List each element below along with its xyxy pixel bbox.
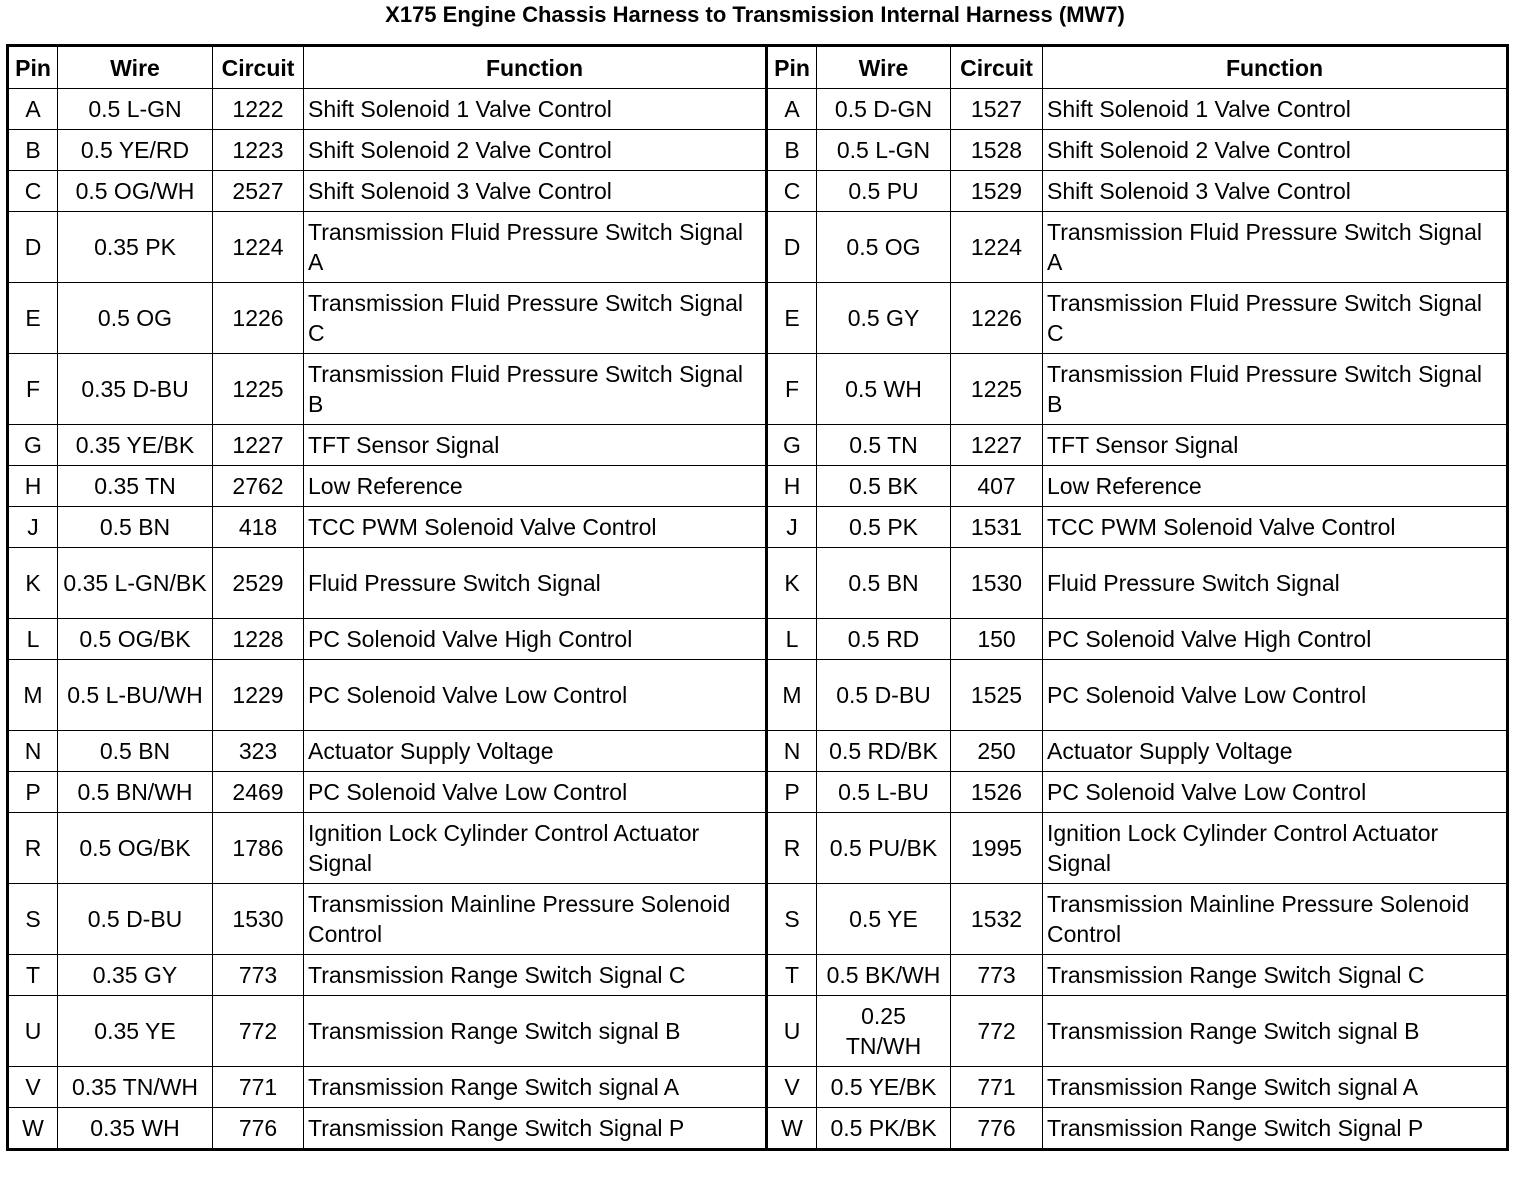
function-cell: Transmission Range Switch Signal C xyxy=(304,955,767,996)
wire-cell-2: 0.5 GY xyxy=(817,283,951,354)
circuit-cell-2: 1530 xyxy=(951,548,1043,619)
wire-cell-2: 0.5 L-GN xyxy=(817,130,951,171)
table-row xyxy=(8,507,1508,548)
pin-cell-2: M xyxy=(767,660,817,731)
wire-cell-2: 0.5 PU xyxy=(817,171,951,212)
circuit-cell: 1227 xyxy=(213,425,304,466)
circuit-cell: 1225 xyxy=(213,354,304,425)
harness-pinout-table xyxy=(6,44,1509,1151)
function-cell-2: Transmission Fluid Pressure Switch Signal C xyxy=(1043,283,1508,354)
function-cell-2: Transmission Mainline Pressure Solenoid Control xyxy=(1043,884,1508,955)
wire-cell-2: 0.5 D-GN xyxy=(817,89,951,130)
function-cell-2: Ignition Lock Cylinder Control Actuator Signal xyxy=(1043,813,1508,884)
wire-cell: 0.5 OG/WH xyxy=(58,171,213,212)
wire-cell: 0.5 BN xyxy=(58,507,213,548)
table-row xyxy=(8,619,1508,660)
header-wire: Wire xyxy=(58,46,213,89)
pin-cell-2: S xyxy=(767,884,817,955)
circuit-cell-2: 773 xyxy=(951,955,1043,996)
header-function-2: Function xyxy=(1043,46,1508,89)
function-cell: Actuator Supply Voltage xyxy=(304,731,767,772)
pin-cell: N xyxy=(8,731,58,772)
circuit-cell: 323 xyxy=(213,731,304,772)
wire-cell: 0.35 D-BU xyxy=(58,354,213,425)
wire-cell: 0.5 L-BU/WH xyxy=(58,660,213,731)
wire-cell-2: 0.5 TN xyxy=(817,425,951,466)
circuit-cell-2: 1225 xyxy=(951,354,1043,425)
circuit-cell: 771 xyxy=(213,1067,304,1108)
function-cell-2: Transmission Range Switch Signal P xyxy=(1043,1108,1508,1150)
wire-cell: 0.35 TN/WH xyxy=(58,1067,213,1108)
function-cell: Shift Solenoid 2 Valve Control xyxy=(304,130,767,171)
wire-cell-2: 0.5 BK/WH xyxy=(817,955,951,996)
pin-cell: H xyxy=(8,466,58,507)
wire-cell-2: 0.5 BK xyxy=(817,466,951,507)
pin-cell-2: V xyxy=(767,1067,817,1108)
pin-cell-2: U xyxy=(767,996,817,1067)
header-function: Function xyxy=(304,46,767,89)
circuit-cell-2: 1531 xyxy=(951,507,1043,548)
pin-cell: C xyxy=(8,171,58,212)
wire-cell: 0.35 TN xyxy=(58,466,213,507)
circuit-cell-2: 1226 xyxy=(951,283,1043,354)
function-cell-2: Shift Solenoid 2 Valve Control xyxy=(1043,130,1508,171)
circuit-cell: 776 xyxy=(213,1108,304,1150)
table-row xyxy=(8,772,1508,813)
pin-cell-2: G xyxy=(767,425,817,466)
circuit-cell: 773 xyxy=(213,955,304,996)
wire-cell-2: 0.5 PU/BK xyxy=(817,813,951,884)
function-cell-2: Transmission Range Switch signal B xyxy=(1043,996,1508,1067)
wire-cell-2: 0.5 RD xyxy=(817,619,951,660)
table-row xyxy=(8,813,1508,884)
wire-cell: 0.5 OG xyxy=(58,283,213,354)
function-cell-2: PC Solenoid Valve Low Control xyxy=(1043,772,1508,813)
function-cell: TCC PWM Solenoid Valve Control xyxy=(304,507,767,548)
pin-cell-2: H xyxy=(767,466,817,507)
header-pin: Pin xyxy=(8,46,58,89)
header-wire-2: Wire xyxy=(817,46,951,89)
function-cell-2: TFT Sensor Signal xyxy=(1043,425,1508,466)
pin-cell-2: F xyxy=(767,354,817,425)
function-cell: Transmission Range Switch signal B xyxy=(304,996,767,1067)
function-cell: Transmission Range Switch Signal P xyxy=(304,1108,767,1150)
wire-cell-2: 0.5 RD/BK xyxy=(817,731,951,772)
circuit-cell-2: 407 xyxy=(951,466,1043,507)
table-row xyxy=(8,354,1508,425)
wire-cell-2: 0.5 YE xyxy=(817,884,951,955)
function-cell: Low Reference xyxy=(304,466,767,507)
circuit-cell: 1229 xyxy=(213,660,304,731)
wire-cell: 0.5 BN/WH xyxy=(58,772,213,813)
pin-cell-2: L xyxy=(767,619,817,660)
wire-cell-2: 0.25 TN/WH xyxy=(817,996,951,1067)
function-cell-2: Transmission Fluid Pressure Switch Signal B xyxy=(1043,354,1508,425)
pin-cell: F xyxy=(8,354,58,425)
function-cell-2: Actuator Supply Voltage xyxy=(1043,731,1508,772)
wire-cell: 0.35 PK xyxy=(58,212,213,283)
table-row xyxy=(8,130,1508,171)
table-row xyxy=(8,212,1508,283)
pin-cell-2: A xyxy=(767,89,817,130)
circuit-cell: 1224 xyxy=(213,212,304,283)
circuit-cell-2: 1528 xyxy=(951,130,1043,171)
pin-cell-2: E xyxy=(767,283,817,354)
header-row xyxy=(8,46,1508,89)
wire-cell-2: 0.5 BN xyxy=(817,548,951,619)
pin-cell: U xyxy=(8,996,58,1067)
circuit-cell-2: 1227 xyxy=(951,425,1043,466)
function-cell: Fluid Pressure Switch Signal xyxy=(304,548,767,619)
pin-cell: M xyxy=(8,660,58,731)
table-row xyxy=(8,548,1508,619)
pin-cell: A xyxy=(8,89,58,130)
pin-cell-2: W xyxy=(767,1108,817,1150)
function-cell-2: Transmission Range Switch Signal C xyxy=(1043,955,1508,996)
pin-cell: B xyxy=(8,130,58,171)
circuit-cell-2: 1525 xyxy=(951,660,1043,731)
function-cell-2: Transmission Fluid Pressure Switch Signal A xyxy=(1043,212,1508,283)
wire-cell: 0.5 D-BU xyxy=(58,884,213,955)
pin-cell: V xyxy=(8,1067,58,1108)
wire-cell: 0.35 YE xyxy=(58,996,213,1067)
circuit-cell-2: 1527 xyxy=(951,89,1043,130)
pin-cell-2: B xyxy=(767,130,817,171)
function-cell-2: TCC PWM Solenoid Valve Control xyxy=(1043,507,1508,548)
wire-cell-2: 0.5 WH xyxy=(817,354,951,425)
pin-cell: W xyxy=(8,1108,58,1150)
pin-cell: S xyxy=(8,884,58,955)
wire-cell-2: 0.5 D-BU xyxy=(817,660,951,731)
pin-cell-2: K xyxy=(767,548,817,619)
pin-cell: J xyxy=(8,507,58,548)
header-circuit: Circuit xyxy=(213,46,304,89)
table-row xyxy=(8,955,1508,996)
wire-cell: 0.35 YE/BK xyxy=(58,425,213,466)
page-title: X175 Engine Chassis Harness to Transmission Internal Harness (MW7) xyxy=(385,2,1125,27)
pin-cell-2: J xyxy=(767,507,817,548)
circuit-cell-2: 772 xyxy=(951,996,1043,1067)
function-cell: PC Solenoid Valve Low Control xyxy=(304,660,767,731)
circuit-cell: 1530 xyxy=(213,884,304,955)
circuit-cell: 1226 xyxy=(213,283,304,354)
pin-cell-2: P xyxy=(767,772,817,813)
wire-cell-2: 0.5 PK/BK xyxy=(817,1108,951,1150)
circuit-cell-2: 1224 xyxy=(951,212,1043,283)
pin-cell: D xyxy=(8,212,58,283)
function-cell: Transmission Fluid Pressure Switch Signal C xyxy=(304,283,767,354)
function-cell: Transmission Mainline Pressure Solenoid Control xyxy=(304,884,767,955)
wire-cell: 0.5 BN xyxy=(58,731,213,772)
pin-cell: L xyxy=(8,619,58,660)
table-row xyxy=(8,425,1508,466)
circuit-cell-2: 776 xyxy=(951,1108,1043,1150)
function-cell: Shift Solenoid 1 Valve Control xyxy=(304,89,767,130)
wire-cell-2: 0.5 OG xyxy=(817,212,951,283)
function-cell: PC Solenoid Valve High Control xyxy=(304,619,767,660)
wire-cell: 0.5 OG/BK xyxy=(58,813,213,884)
circuit-cell-2: 150 xyxy=(951,619,1043,660)
table-row xyxy=(8,89,1508,130)
circuit-cell-2: 250 xyxy=(951,731,1043,772)
circuit-cell: 1228 xyxy=(213,619,304,660)
circuit-cell-2: 1526 xyxy=(951,772,1043,813)
wire-cell: 0.35 GY xyxy=(58,955,213,996)
function-cell: Shift Solenoid 3 Valve Control xyxy=(304,171,767,212)
function-cell-2: PC Solenoid Valve High Control xyxy=(1043,619,1508,660)
circuit-cell: 1223 xyxy=(213,130,304,171)
circuit-cell-2: 1995 xyxy=(951,813,1043,884)
function-cell: Transmission Fluid Pressure Switch Signal A xyxy=(304,212,767,283)
circuit-cell: 1222 xyxy=(213,89,304,130)
pin-cell: R xyxy=(8,813,58,884)
circuit-cell-2: 1532 xyxy=(951,884,1043,955)
table-row xyxy=(8,884,1508,955)
wire-cell: 0.35 WH xyxy=(58,1108,213,1150)
wire-cell: 0.5 YE/RD xyxy=(58,130,213,171)
pin-cell-2: C xyxy=(767,171,817,212)
table-row xyxy=(8,1067,1508,1108)
circuit-cell: 2469 xyxy=(213,772,304,813)
circuit-cell: 418 xyxy=(213,507,304,548)
pin-cell-2: R xyxy=(767,813,817,884)
function-cell-2: Low Reference xyxy=(1043,466,1508,507)
table-row xyxy=(8,731,1508,772)
header-circuit-2: Circuit xyxy=(951,46,1043,89)
function-cell: Transmission Fluid Pressure Switch Signal B xyxy=(304,354,767,425)
wire-cell-2: 0.5 L-BU xyxy=(817,772,951,813)
pin-cell-2: D xyxy=(767,212,817,283)
function-cell: Ignition Lock Cylinder Control Actuator Signal xyxy=(304,813,767,884)
table-row xyxy=(8,466,1508,507)
pin-cell: E xyxy=(8,283,58,354)
wire-cell-2: 0.5 PK xyxy=(817,507,951,548)
pin-cell: K xyxy=(8,548,58,619)
function-cell-2: Fluid Pressure Switch Signal xyxy=(1043,548,1508,619)
table-row xyxy=(8,1108,1508,1150)
circuit-cell-2: 771 xyxy=(951,1067,1043,1108)
header-pin-2: Pin xyxy=(767,46,817,89)
pin-cell: T xyxy=(8,955,58,996)
function-cell: Transmission Range Switch signal A xyxy=(304,1067,767,1108)
pin-cell-2: T xyxy=(767,955,817,996)
pin-cell: P xyxy=(8,772,58,813)
function-cell-2: Shift Solenoid 1 Valve Control xyxy=(1043,89,1508,130)
wire-cell: 0.5 OG/BK xyxy=(58,619,213,660)
function-cell: PC Solenoid Valve Low Control xyxy=(304,772,767,813)
table-row xyxy=(8,171,1508,212)
circuit-cell: 2527 xyxy=(213,171,304,212)
wire-cell: 0.5 L-GN xyxy=(58,89,213,130)
table-row xyxy=(8,283,1508,354)
circuit-cell: 1786 xyxy=(213,813,304,884)
circuit-cell: 2529 xyxy=(213,548,304,619)
table-row xyxy=(8,660,1508,731)
wire-cell-2: 0.5 YE/BK xyxy=(817,1067,951,1108)
pin-cell-2: N xyxy=(767,731,817,772)
function-cell-2: PC Solenoid Valve Low Control xyxy=(1043,660,1508,731)
circuit-cell: 2762 xyxy=(213,466,304,507)
circuit-cell-2: 1529 xyxy=(951,171,1043,212)
wire-cell: 0.35 L-GN/BK xyxy=(58,548,213,619)
pin-cell: G xyxy=(8,425,58,466)
table-row xyxy=(8,996,1508,1067)
circuit-cell: 772 xyxy=(213,996,304,1067)
function-cell-2: Shift Solenoid 3 Valve Control xyxy=(1043,171,1508,212)
function-cell-2: Transmission Range Switch signal A xyxy=(1043,1067,1508,1108)
function-cell: TFT Sensor Signal xyxy=(304,425,767,466)
